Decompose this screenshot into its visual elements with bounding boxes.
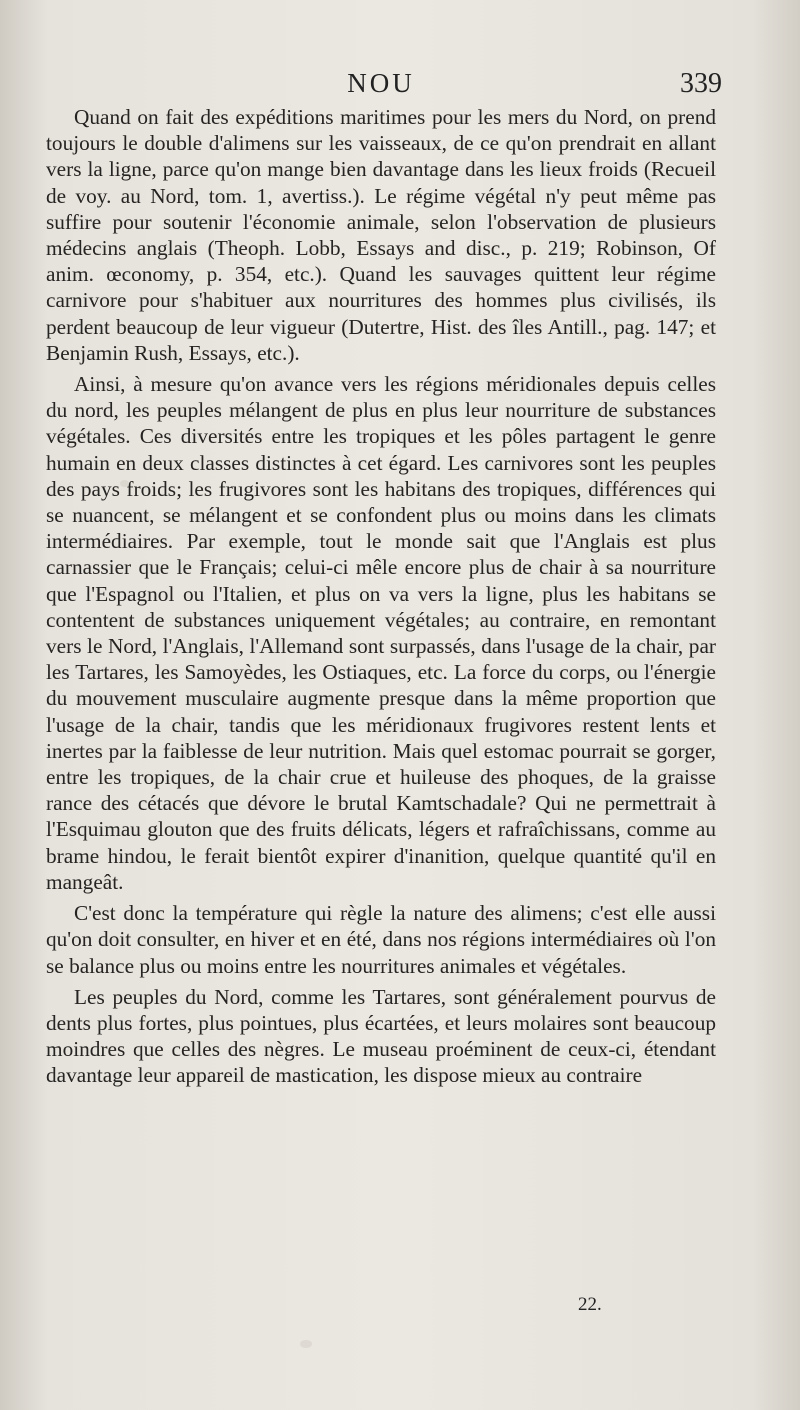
paragraph-4: Les peuples du Nord, comme les Tartares, sont généralement pourvus de dents plus fortes, plus pointues, plus écartées, et leurs molaires sont beaucoup moindres que celles des nègres. Le museau proéminent de ceux-ci, étendant davantage leur appareil de mastication, les dispose mieux au contraire [46,984,716,1088]
paragraph-3: C'est donc la température qui règle la nature des alimens; c'est elle aussi qu'on doit consulter, en hiver et en été, dans nos régions intermédiaires où l'on se balance plus ou moins entre les nourritures animales et végétales. [46,901,716,978]
paragraph-2: Ainsi, à mesure qu'on avance vers les régions méridionales depuis celles du nord, les peuples mélangent de plus en plus leur nourriture de substances végétales. Ces diversités entre les tropiques et les pôles partagent le genre humain en deux classes distinctes à cet égard. Les carnivores sont les peuples des pays froids; les frugivores sont les habitans des tropiques, différences qui se nuancent, se mélangent et se confondent plus ou moins dans les climats intermédiaires. Par exemple, tout le monde sait que l'Anglais est plus carnassier que le Français; celui-ci mêle encore plus de chair à sa nourriture que l'Espagnol ou l'Italien, et plus on va vers la ligne, plus les habitans se contentent de substances uniquement végétales; au contraire, en remontant vers le Nord, l'Anglais, l'Allemand sont surpassés, dans l'usage de la chair, par les Tartares, les Samoyèdes, les Ostiaques, etc. La force du corps, ou l'énergie du mouvement musculaire augmente presque dans la même proportion que l'usage de la chair, tandis que les méridionaux frugivores restent lents et inertes par la faiblesse de leur nutrition. Mais quel estomac pourrait se gorger, entre les tropiques, de la chair crue et huileuse des phoques, de la graisse rance des cétacés que dévore le brutal Kamtschadale? Qui ne permettrait à l'Esquimau glouton que des fruits délicats, légers et rafraîchissans, comme au brame hindou, le ferait bientôt expirer d'inanition, quelque quantité qu'il en mangeât. [46,372,716,894]
signature-mark: 22. [578,1294,602,1315]
running-head: NOU [347,68,415,98]
body-text [46,104,716,1089]
page-header [46,62,722,102]
page-number: 339 [680,68,722,99]
paragraph-1: Quand on fait des expéditions maritimes pour les mers du Nord, on prend toujours le double d'alimens sur les vaisseaux, de ce qu'on prendrait en allant vers la ligne, parce qu'on mange bien davantage dans les lieux froids (Recueil de voy. au Nord, tom. 1, avertiss.). Le régime végétal n'y peut même pas suffire pour soutenir l'économie animale, selon l'observation de plusieurs médecins anglais (Theoph. Lobb, Essays and disc., p. 219; Robinson, Of anim. œconomy, p. 354, etc.). Quand les sauvages quittent leur régime carnivore pour s'habituer aux nourritures des hommes plus civilisés, ils perdent beaucoup de leur vigueur (Dutertre, Hist. des îles Antill., pag. 147; et Benjamin Rush, Essays, etc.). [46,105,716,365]
paper-spot [300,1340,312,1348]
